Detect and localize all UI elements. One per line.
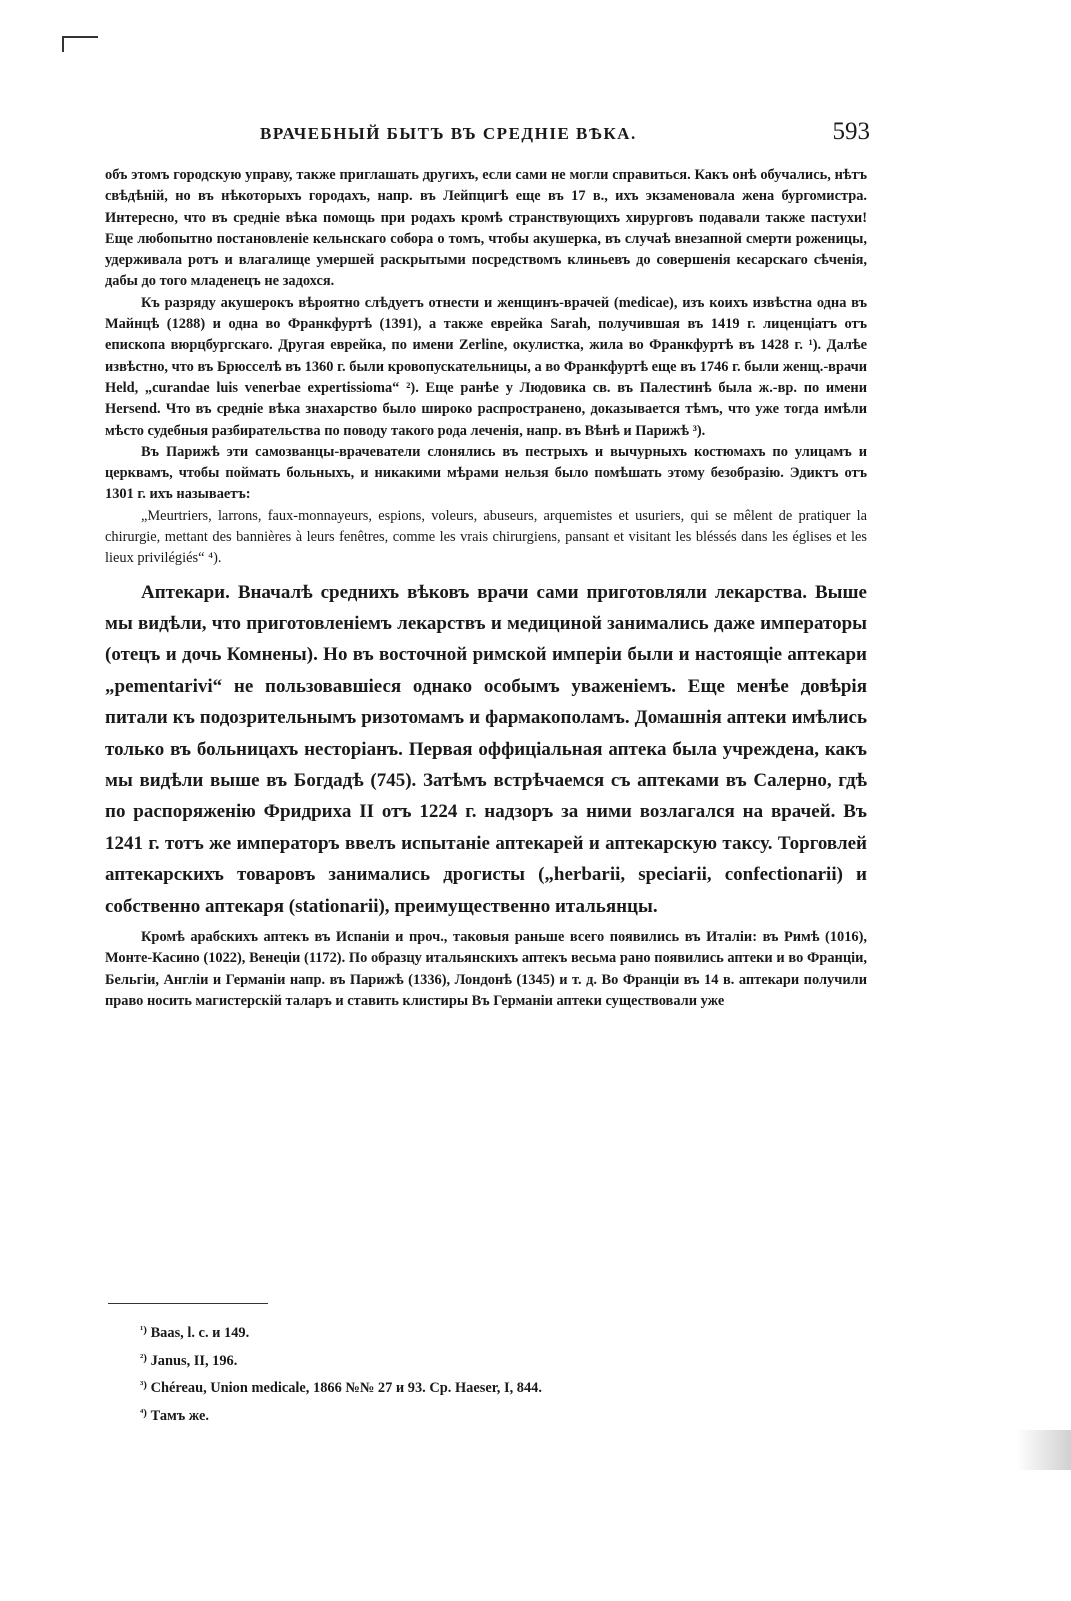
footnote-divider [108,1303,268,1304]
paragraph-women-doctors: Къ разряду акушерокъ вѣроятно слѣдуетъ отнести и женщинъ-врачей (medicae), изъ коихъ извѣстна одна въ Майнцѣ (1288) и одна во Франкфуртѣ (1391), а также еврейка Sarah, получившая въ 1419 г. лиценціатъ отъ епископа вюрцбургскаго. Другая еврейка, по имени Zerline, окулистка, жила во Франкфуртѣ въ 1428 г. ¹). Далѣе извѣстно, что въ Брюсселѣ въ 1360 г. были кровопускательницы, а во Франкфуртѣ еще въ 1746 г. были женщ.-врачи Held, „curandae luis venerbae expertissioma“ ²). Еще ранѣе у Людовика св. въ Палестинѣ была ж.-вр. по имени Hersend. Что въ средніе вѣка знахарство было широко распространено, доказывается тѣмъ, что уже тогда имѣли мѣсто судебныя разбирательства по поводу такого рода леченія, напр. въ Вѣнѣ и Парижѣ ³). [105,294,867,439]
footnote-mark: ¹) [140,1324,147,1336]
french-edict-quote: „Meurtriers, larrons, faux-monnayeurs, espions, voleurs, abuseurs, arquemistes et usuriers, qui se mêlent de pratiquer la chirurgie, mettant des bannières à leurs fenêtres, comme les vrais chirurgiens, pansant et visitant les bléssés dans les églises et les lieux privilégiés“ ⁴). [105,507,867,567]
footnote-3 [140,1373,840,1401]
footnote-mark: ²) [140,1351,147,1364]
page-header [100,118,870,154]
footnote-text: Chéreau, Union medicale, 1866 №№ 27 и 93. Ср. Haeser, I, 844. [150,1380,542,1396]
page-number: 593 [832,118,870,145]
body-text [105,165,867,1012]
paragraph-midwives: объ этомъ городскую управу, также приглашать другихъ, если сами не могли справиться. Какъ онѣ обучались, нѣтъ свѣдѣній, но въ нѣкоторыхъ городахъ, напр. въ Лейпцигѣ еще въ 17 в., ихъ экзаменовала жена бургомистра. Интересно, что въ средніе вѣка помощь при родахъ кромѣ странствующихъ хирурговъ подавали также пастухи! Еще любопытно постановленіе кельнскаго собора о томъ, чтобы акушерка, въ случаѣ внезапной смерти роженицы, удерживала ротъ и влагалище умершей раскрытыми посредствомъ клиньевъ до совершенія кесарскаго сѣченія, дабы до того младенецъ не задохся. [105,167,867,290]
scan-edge-shadow [1016,1430,1071,1470]
paragraph-pharmacies-europe: Кромѣ арабскихъ аптекъ въ Испаніи и проч., таковыя раньше всего появились въ Италіи: въ Римѣ (1016), Монте-Касино (1022), Венеціи (1172). По образцу итальянскихъ аптекъ весьма рано появились аптеки и во Франціи, Бельгіи, Англіи и Германіи напр. въ Парижѣ (1336), Лондонѣ (1345) и т. д. Во Франціи въ 14 в. аптекари получили право носить магистерскій таларъ и ставить клистиры Въ Германіи аптеки существовали уже [105,929,867,1009]
footnotes [140,1318,840,1428]
footnote-2 [140,1346,840,1374]
paragraph-apothecaries: Аптекари. Вначалѣ среднихъ вѣковъ врачи сами приготовляли лекарства. Выше мы видѣли, что приготовленіемъ лекарствъ и медициной занимались даже императоры (отецъ и дочь Комнены). Но въ восточной римской имперіи были и настоящіе аптекари „pementarivi“ не пользовавшіеся однако особымъ уваженіемъ. Еще менѣе довѣрія питали къ подозрительнымъ ризотомамъ и фармакополамъ. Домашнія аптеки имѣлись только въ больницахъ несторіанъ. Первая оффиціальная аптека была учреждена, какъ мы видѣли выше въ Богдадѣ (745). Затѣмъ встрѣчаемся съ аптеками въ Салерно, гдѣ по распоряженію Фридриха II отъ 1224 г. надзоръ за ними возлагался на врачей. Въ 1241 г. тотъ же императоръ ввелъ испытаніе аптекарей и аптекарскую таксу. Торговлей аптекарскихъ товаровъ занимались дрогисты („herbarii, speciarii, confectionarii) и собственно аптекаря (stationarii), преимущественно итальянцы. [105,581,867,917]
footnote-text: Baas, l. c. и 149. [150,1325,250,1341]
footnote-1 [140,1318,840,1346]
footnote-mark: ⁴) [140,1406,147,1419]
footnote-text: Тамъ же. [150,1407,210,1424]
footnote-text: Janus, II, 196. [150,1352,238,1369]
footnote-mark: ³) [140,1379,147,1391]
scan-corner-mark [62,36,98,52]
paragraph-impostors: Въ Парижѣ эти самозванцы-врачеватели слонялись въ пестрыхъ и вычурныхъ костюмахъ по улицамъ и церквамъ, чтобы поймать больныхъ, и никакими мѣрами нельзя было помѣшать этому безобразію. Эдиктъ отъ 1301 г. ихъ называетъ: [105,443,867,503]
running-title: ВРАЧЕБНЫЙ БЫТЪ ВЪ СРЕДНІЕ ВѢКА. [260,124,637,143]
footnote-4 [140,1401,840,1429]
